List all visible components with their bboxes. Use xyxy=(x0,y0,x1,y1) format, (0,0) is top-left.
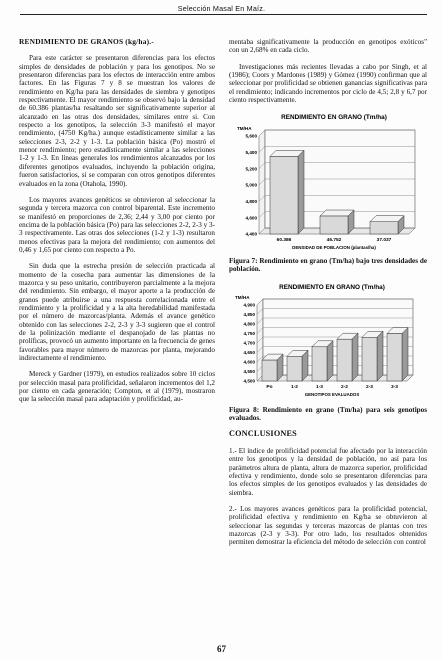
bar xyxy=(362,338,377,382)
x-tick-label: Po xyxy=(266,385,273,391)
chart-title: RENDIMIENTO EN GRANO (Tm/ha) xyxy=(279,284,385,292)
bar xyxy=(337,340,352,382)
x-axis-label: DENSIDAD DE POBLACION (plantas/ha) xyxy=(292,245,376,251)
paragraph: Sin duda que la estrecha presión de selección practicada al momento de la cosecha para aumentar las dimensiones de la mazorca y su peso unitario, contribuyeron parcialmente a la mejora del rendimiento. Sin embargo, el mayor aporte a la producción de granos puede atribuirse a una respuesta correlacionada entre el rendimiento y la prolificidad y a la alta heredabilidad manifestada por el número de mazorcas/planta. Además el avance genético obtenido con las selecciones 2-2, 2-3 y 3-3 sugieren que el control de la polinización mediante el despanojado de las plantas no prolíficas, provocó un aumento importante en la frecuencia de genes favorables para mayor número de mazorcas por planta, mejorando indirectamente el rendimiento. xyxy=(19,262,215,363)
x-tick-label: 60.386 xyxy=(276,238,292,244)
paragraph: Los mayores avances genéticos se obtuvieron al seleccionar la segunda y tercera mazorca con control biparental. Este incremento se manifestó en proporciones de 2,36; 2,44 y 3,00 por ciento por encima de la población básica (Po) para las selecciones 2-2, 2-3 y 3-3 respectivamente. Las otras dos selecciones (1-2 y 1-3) resultaron menos efectivas para la mejora del rendimiento; con aumentos del 0,46 y 1,65 por ciento con respecto a Po. xyxy=(19,195,215,254)
y-tick-label: 4,800 xyxy=(245,199,257,205)
bar xyxy=(312,347,327,381)
bar-side xyxy=(352,334,358,382)
y-tick-label: 5,400 xyxy=(245,150,257,156)
y-tick-label: 5,000 xyxy=(245,183,257,189)
y-tick-label: 4,700 xyxy=(243,341,255,347)
x-axis-label: GENOTIPOS EVALUADOS xyxy=(304,392,360,398)
y-tick-label: 4,400 xyxy=(245,232,257,238)
y-tick-label: 4,900 xyxy=(243,303,255,309)
figure-7-caption: Figura 7: Rendimiento en grano (Tm/ha) bajo tres densidades de población. xyxy=(229,256,427,274)
y-tick-label: 5,200 xyxy=(245,166,257,172)
chart-title: RENDIMIENTO EN GRANO (Tm/ha) xyxy=(281,114,387,122)
y-tick-label: 5,600 xyxy=(245,134,257,140)
bar xyxy=(370,222,398,234)
x-tick-label: 2-2 xyxy=(341,385,348,391)
paragraph: Investigaciones más recientes llevadas a cabo por Singh, et al (1986); Coors y Mardones (1989) y Gómez (1990) confirman que al seleccionar por prolificidad se obtienen ganancias significativas para el rendimiento; indicando incrementos por ciclo de 4,5; 2,8 y 6,7 por ciento respectivamente. xyxy=(229,62,427,105)
bar xyxy=(387,334,402,382)
paragraph: Mereck y Gardner (1979), en estudios realizados sobre 10 ciclos por selección masal para prolificidad, señalaron incrementos del 1,2 por ciento en cada generación; Compton, et al (1979), mostraron que la selección masal para adaptación y prolificidad, au- xyxy=(19,370,215,404)
y-tick-label: 4,650 xyxy=(243,350,255,356)
x-tick-label: 37.037 xyxy=(376,238,392,244)
x-tick-label: 3-3 xyxy=(391,385,398,391)
bar-chart-genotypes xyxy=(229,281,427,403)
right-column xyxy=(229,38,427,555)
running-head: Selección Masal En Maíz. xyxy=(177,4,266,13)
y-tick-label: 4,750 xyxy=(243,331,255,337)
y-tick-label: 4,850 xyxy=(243,312,255,318)
y-axis-label: TM/HA xyxy=(235,295,250,301)
section-heading-conclusiones: CONCLUSIONES xyxy=(229,429,297,439)
x-tick-label: 2-3 xyxy=(366,385,373,391)
section-heading-rendimiento: RENDIMIENTO DE GRANOS (kg/ha).- xyxy=(19,37,155,46)
figure-8-caption: Figura 8: Rendimiento en grano (Tm/ha) para seis genotipos evaluados. xyxy=(229,405,427,423)
bar-side xyxy=(298,151,304,235)
bar xyxy=(270,157,298,235)
page-number: 67 xyxy=(217,644,226,654)
header-rule xyxy=(20,14,427,15)
bar xyxy=(320,216,348,234)
conclusion-item: 1.- El índice de prolificidad potencial fue afectado por la interacción entre los genotipos y la densidad de población, no así para los parámetros altura de planta, altura de mazorca superior, prolificidad efectiva y rendimiento, donde solo se presentaron diferencias para los efectos simples de los genotipos evaluados y las densidades de siembra. xyxy=(229,446,427,497)
y-tick-label: 4,550 xyxy=(243,369,255,375)
bar-side xyxy=(327,341,333,381)
x-tick-label: 1-3 xyxy=(316,385,323,391)
paragraph-continuation: mentaba significativamente la producción en genotipos exóticos" con un 2,68% en cada ciclo. xyxy=(229,38,427,55)
left-column xyxy=(19,38,215,412)
figure-7 xyxy=(229,112,427,256)
y-axis-label: TM/HA xyxy=(237,126,252,132)
bar xyxy=(287,357,302,382)
bar-chart-density xyxy=(229,112,427,254)
x-tick-label: 46.752 xyxy=(326,238,342,244)
y-tick-label: 4,800 xyxy=(243,322,255,328)
conclusion-item: 2.- Los mayores avances genéticos para la prolificidad potencial, prolificidad efectiva y rendimiento en Kg/ha se obtuvieron al seleccionar las segundas y terceras mazorcas de plantas con tres mazorcas (2-3 y 3-3). Por otro lado, los resultados obtenidos permiten demostrar la eficiencia del método de selección con control xyxy=(229,504,427,547)
figure-8 xyxy=(229,281,427,405)
bar xyxy=(262,361,277,382)
y-tick-label: 4,600 xyxy=(245,215,257,221)
y-tick-label: 4,600 xyxy=(243,360,255,366)
paragraph: Para este carácter se presentaron diferencias para los efectos simples de densidades de población y para los genotipos. No se presentaron diferencias para los efectos de interacción entre ambos factores. En las Figuras 7 y 8 se muestran los valores de rendimiento en Kg/ha para las densidades de siembra y genotipos respectivamente. El mayor rendimiento se observó bajo la densidad de 60.386 plantas/ha resaltando ser significativamente superior al alcanzado en las otras dos densidades, similares entre si. Con respecto a los genotipos, la selección 3-3 manifestó el mayor rendimiento, (4750 Kg/ha.) aunque estadísticamente similar a las selecciones 2-3, 2-2 y 1-3. La población básica (Po) mostró el menor rendimiento; pero estadísticamente similar a las selecciones 1-2 y 1-3. En líneas generales los rendimientos alcanzados por los diferentes genotipos evaluados, incluyendo la población origina, fueron satisfactorios, si se comparan con otros genotipos diferentes evaluados en la zona (Otahola, 1990). xyxy=(19,54,215,188)
y-tick-label: 4,500 xyxy=(243,379,255,385)
x-tick-label: 1-2 xyxy=(291,385,298,391)
bar-side xyxy=(377,332,383,382)
bar-side xyxy=(402,328,408,382)
